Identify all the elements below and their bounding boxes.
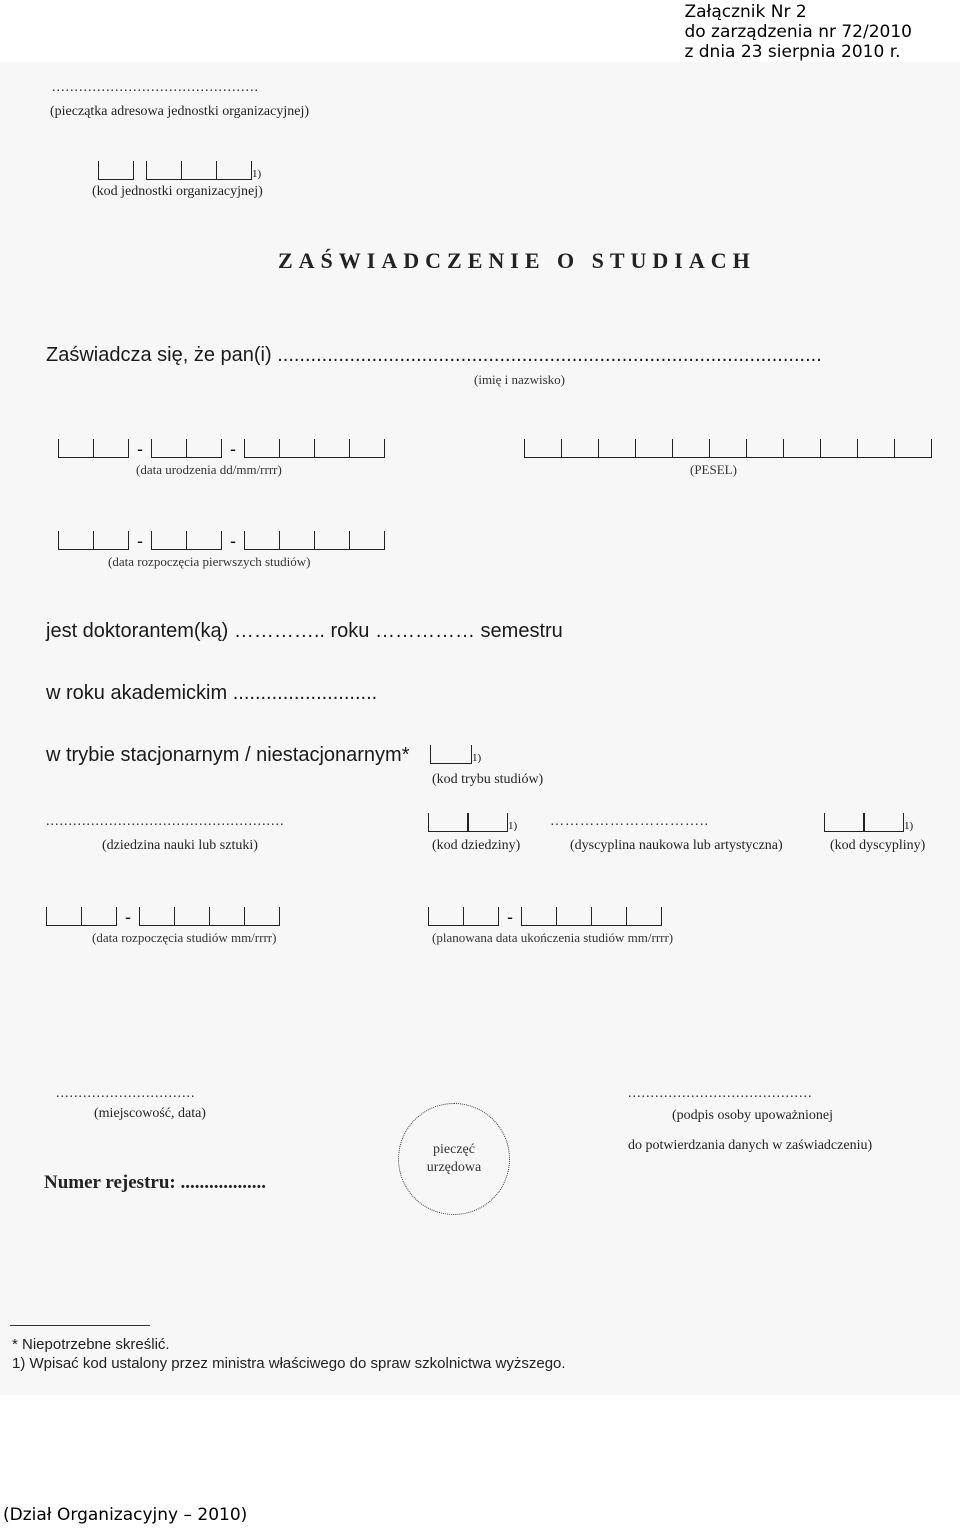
unit-code-label: (kod jednostki organizacyjnej) [92,184,263,199]
official-stamp-circle [398,1103,510,1215]
dob-label: (data urodzenia dd/mm/rrrr) [136,462,282,477]
first-studies-boxes: - - [58,528,385,550]
footnote-ref: 1) [472,752,482,764]
header-line-3: z dnia 23 sierpnia 2010 r. [684,42,901,62]
footnote-one: 1) Wpisać kod ustalony przez ministra właściwego do spraw szkolnictwa wyższego. [12,1355,566,1372]
field-dots: ..................................................... [46,814,285,829]
header-line-1: Załącznik Nr 2 [684,2,807,22]
doctoral-line: jest doktorantem(ką) ………….. roku …………… semestru [46,620,563,642]
header-line-2: do zarządzenia nr 72/2010 [684,22,912,42]
pesel-boxes [524,436,932,458]
certify-line: Zaświadcza się, że pan(i) .................................................................................................. [46,344,822,366]
document-title: ZAŚWIADCZENIE O STUDIACH [278,248,756,273]
first-studies-label: (data rozpoczęcia pierwszych studiów) [108,554,311,569]
field-code-boxes [428,810,517,832]
attachment-header [684,2,912,62]
discipline-code-label: (kod dyscypliny) [830,838,926,853]
start-date-label: (data rozpoczęcia studiów mm/rrrr) [92,930,277,945]
signature-dots: ......................................... [628,1086,813,1101]
signature-label-2: do potwierdzania danych w zaświadczeniu) [628,1138,873,1153]
field-code-label: (kod dziedziny) [432,838,521,853]
field-label: (dziedzina nauki lub sztuki) [102,838,258,853]
dob-boxes: - - [58,436,385,458]
start-date-boxes: - [46,904,280,926]
pesel-label: (PESEL) [690,462,737,477]
place-label: (miejscowość, data) [94,1106,206,1121]
footnote-star: * Niepotrzebne skreślić. [12,1336,170,1353]
name-label: (imię i nazwisko) [474,372,565,387]
stamp-dots: .............................................. [52,80,259,95]
stamp-label: (pieczątka adresowa jednostki organizacyjnej) [50,104,310,119]
mode-code-boxes [430,742,481,764]
official-stamp-label: pieczęć urzędowa [426,1142,482,1175]
academic-year-line: w roku akademickim .......................... [46,682,378,704]
footnote-ref: 1) [252,168,262,180]
register-number: Numer rejestru: .................. [44,1172,266,1193]
mode-code-label: (kod trybu studiów) [432,772,544,787]
study-mode-line: w trybie stacjonarnym / niestacjonarnym* [46,744,410,766]
footnote-ref: 1) [904,820,914,832]
discipline-code-boxes [824,810,913,832]
discipline-dots: ………………………….. [550,814,709,829]
place-dots: ............................... [56,1086,196,1101]
end-date-label: (planowana data ukończenia studiów mm/rrrr) [432,930,674,945]
discipline-label: (dyscyplina naukowa lub artystyczna) [570,838,783,853]
signature-label-1: (podpis osoby upoważnionej [672,1108,833,1123]
footer-text: (Dział Organizacyjny – 2010) [3,1505,248,1525]
unit-code-boxes [98,158,261,180]
end-date-boxes: - [428,904,662,926]
footnote-ref: 1) [508,820,518,832]
footnote-divider [10,1325,150,1326]
